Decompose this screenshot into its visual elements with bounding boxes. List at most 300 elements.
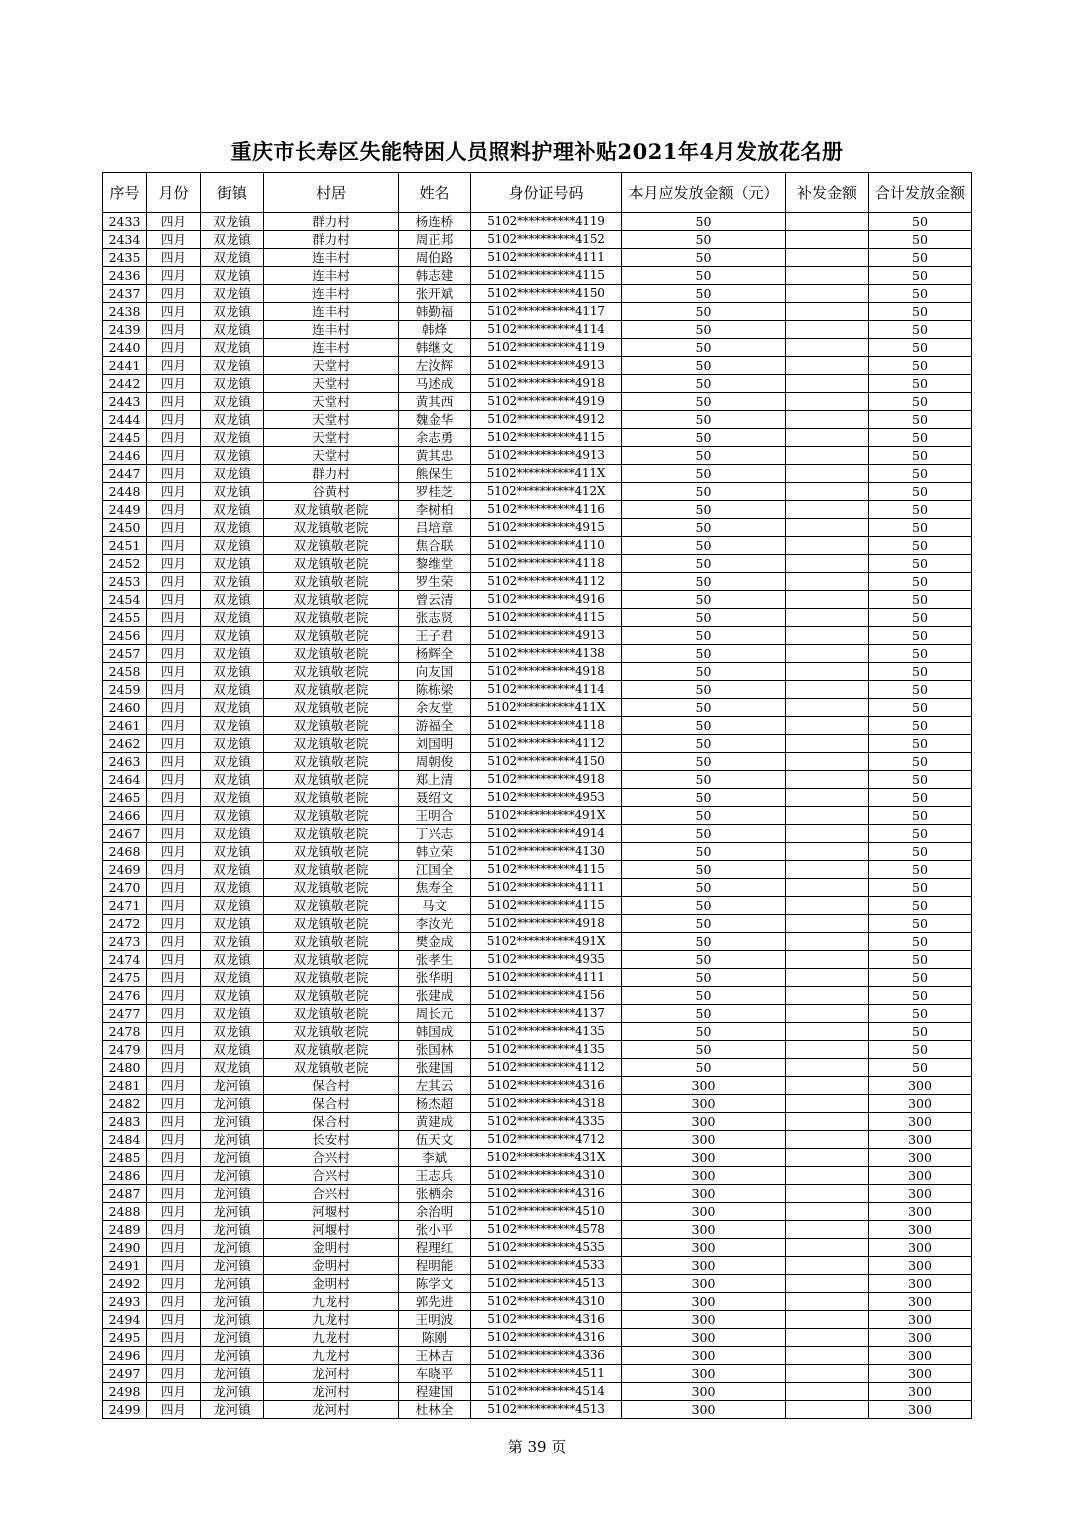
cell-month: 四月 — [147, 699, 201, 717]
cell-seq: 2448 — [103, 483, 147, 501]
cell-seq: 2456 — [103, 627, 147, 645]
cell-supplement-amount — [786, 429, 869, 447]
table-row — [103, 681, 972, 699]
table-row — [103, 933, 972, 951]
cell-month: 四月 — [147, 213, 201, 231]
cell-due-amount: 50 — [622, 213, 786, 231]
cell-name: 韩勤福 — [399, 303, 471, 321]
table-row — [103, 537, 972, 555]
cell-supplement-amount — [786, 393, 869, 411]
cell-id: 5102**********4913 — [471, 627, 622, 645]
cell-total-amount: 50 — [869, 321, 972, 339]
table-row — [103, 1005, 972, 1023]
cell-seq: 2438 — [103, 303, 147, 321]
cell-name: 江国全 — [399, 861, 471, 879]
table-row — [103, 627, 972, 645]
cell-id: 5102**********4918 — [471, 915, 622, 933]
cell-supplement-amount — [786, 951, 869, 969]
table-row — [103, 735, 972, 753]
table-row — [103, 1077, 972, 1095]
cell-village: 双龙镇敬老院 — [264, 555, 399, 573]
cell-village: 双龙镇敬老院 — [264, 519, 399, 537]
cell-town: 双龙镇 — [201, 735, 264, 753]
cell-id: 5102**********4578 — [471, 1221, 622, 1239]
cell-name: 刘国明 — [399, 735, 471, 753]
cell-id: 5102**********4110 — [471, 537, 622, 555]
cell-due-amount: 300 — [622, 1365, 786, 1383]
cell-name: 李斌 — [399, 1149, 471, 1167]
cell-total-amount: 300 — [869, 1383, 972, 1401]
table-row — [103, 915, 972, 933]
table-row — [103, 789, 972, 807]
cell-village: 双龙镇敬老院 — [264, 591, 399, 609]
header-month: 月份 — [147, 173, 201, 213]
cell-due-amount: 50 — [622, 951, 786, 969]
cell-id: 5102**********4111 — [471, 969, 622, 987]
cell-supplement-amount — [786, 699, 869, 717]
cell-month: 四月 — [147, 753, 201, 771]
cell-due-amount: 50 — [622, 231, 786, 249]
cell-supplement-amount — [786, 1077, 869, 1095]
table-row — [103, 1185, 972, 1203]
cell-supplement-amount — [786, 735, 869, 753]
cell-town: 双龙镇 — [201, 447, 264, 465]
cell-total-amount: 300 — [869, 1221, 972, 1239]
cell-month: 四月 — [147, 1095, 201, 1113]
cell-town: 龙河镇 — [201, 1203, 264, 1221]
cell-village: 天堂村 — [264, 393, 399, 411]
cell-town: 双龙镇 — [201, 429, 264, 447]
cell-due-amount: 50 — [622, 645, 786, 663]
cell-month: 四月 — [147, 861, 201, 879]
cell-town: 双龙镇 — [201, 627, 264, 645]
cell-due-amount: 50 — [622, 933, 786, 951]
cell-id: 5102**********4114 — [471, 321, 622, 339]
cell-village: 保合村 — [264, 1095, 399, 1113]
cell-name: 杜林全 — [399, 1401, 471, 1419]
cell-village: 双龙镇敬老院 — [264, 897, 399, 915]
cell-id: 5102**********4111 — [471, 249, 622, 267]
cell-seq: 2477 — [103, 1005, 147, 1023]
cell-due-amount: 50 — [622, 699, 786, 717]
cell-seq: 2440 — [103, 339, 147, 357]
header-id: 身份证号码 — [471, 173, 622, 213]
cell-town: 双龙镇 — [201, 807, 264, 825]
cell-total-amount: 50 — [869, 519, 972, 537]
cell-total-amount: 300 — [869, 1275, 972, 1293]
cell-name: 韩志建 — [399, 267, 471, 285]
table-row — [103, 267, 972, 285]
cell-town: 双龙镇 — [201, 339, 264, 357]
cell-name: 程理红 — [399, 1239, 471, 1257]
cell-town: 双龙镇 — [201, 213, 264, 231]
cell-id: 5102**********4138 — [471, 645, 622, 663]
cell-id: 5102**********4316 — [471, 1329, 622, 1347]
cell-supplement-amount — [786, 285, 869, 303]
cell-month: 四月 — [147, 393, 201, 411]
cell-name: 丁兴志 — [399, 825, 471, 843]
cell-town: 双龙镇 — [201, 879, 264, 897]
cell-id: 5102**********4918 — [471, 663, 622, 681]
cell-village: 龙河村 — [264, 1383, 399, 1401]
cell-month: 四月 — [147, 285, 201, 303]
cell-id: 5102**********4310 — [471, 1167, 622, 1185]
table-row — [103, 951, 972, 969]
cell-town: 龙河镇 — [201, 1131, 264, 1149]
cell-town: 双龙镇 — [201, 375, 264, 393]
cell-town: 双龙镇 — [201, 825, 264, 843]
cell-seq: 2441 — [103, 357, 147, 375]
table-row — [103, 321, 972, 339]
header-supplement-amount: 补发金额 — [786, 173, 869, 213]
cell-month: 四月 — [147, 519, 201, 537]
cell-total-amount: 50 — [869, 555, 972, 573]
cell-name: 程建国 — [399, 1383, 471, 1401]
cell-due-amount: 300 — [622, 1347, 786, 1365]
cell-village: 连丰村 — [264, 303, 399, 321]
table-row — [103, 555, 972, 573]
cell-town: 双龙镇 — [201, 969, 264, 987]
cell-id: 5102**********4115 — [471, 609, 622, 627]
cell-id: 5102**********4919 — [471, 393, 622, 411]
cell-total-amount: 300 — [869, 1203, 972, 1221]
cell-name: 杨杰超 — [399, 1095, 471, 1113]
cell-name: 王子君 — [399, 627, 471, 645]
cell-seq: 2471 — [103, 897, 147, 915]
cell-due-amount: 50 — [622, 1059, 786, 1077]
cell-month: 四月 — [147, 1329, 201, 1347]
table-row — [103, 753, 972, 771]
cell-total-amount: 50 — [869, 879, 972, 897]
cell-id: 5102**********4535 — [471, 1239, 622, 1257]
cell-due-amount: 300 — [622, 1203, 786, 1221]
cell-town: 龙河镇 — [201, 1257, 264, 1275]
cell-seq: 2498 — [103, 1383, 147, 1401]
cell-month: 四月 — [147, 411, 201, 429]
cell-village: 连丰村 — [264, 285, 399, 303]
table-row — [103, 825, 972, 843]
cell-due-amount: 50 — [622, 411, 786, 429]
cell-month: 四月 — [147, 429, 201, 447]
table-row — [103, 1023, 972, 1041]
cell-supplement-amount — [786, 1113, 869, 1131]
cell-seq: 2465 — [103, 789, 147, 807]
cell-due-amount: 50 — [622, 555, 786, 573]
table-row — [103, 249, 972, 267]
cell-name: 樊金成 — [399, 933, 471, 951]
cell-due-amount: 300 — [622, 1239, 786, 1257]
cell-supplement-amount — [786, 1347, 869, 1365]
cell-name: 魏金华 — [399, 411, 471, 429]
cell-month: 四月 — [147, 1275, 201, 1293]
cell-month: 四月 — [147, 951, 201, 969]
cell-month: 四月 — [147, 645, 201, 663]
cell-total-amount: 50 — [869, 987, 972, 1005]
cell-village: 双龙镇敬老院 — [264, 1023, 399, 1041]
cell-seq: 2495 — [103, 1329, 147, 1347]
cell-id: 5102**********4137 — [471, 1005, 622, 1023]
cell-id: 5102**********4310 — [471, 1293, 622, 1311]
cell-seq: 2496 — [103, 1347, 147, 1365]
cell-town: 双龙镇 — [201, 951, 264, 969]
cell-name: 游福全 — [399, 717, 471, 735]
cell-supplement-amount — [786, 537, 869, 555]
cell-due-amount: 300 — [622, 1383, 786, 1401]
cell-village: 九龙村 — [264, 1293, 399, 1311]
cell-seq: 2444 — [103, 411, 147, 429]
cell-town: 双龙镇 — [201, 357, 264, 375]
cell-name: 马述成 — [399, 375, 471, 393]
cell-total-amount: 50 — [869, 1041, 972, 1059]
cell-total-amount: 50 — [869, 1059, 972, 1077]
cell-month: 四月 — [147, 807, 201, 825]
cell-due-amount: 50 — [622, 339, 786, 357]
cell-seq: 2460 — [103, 699, 147, 717]
cell-due-amount: 50 — [622, 375, 786, 393]
cell-town: 龙河镇 — [201, 1347, 264, 1365]
cell-village: 双龙镇敬老院 — [264, 501, 399, 519]
table-row — [103, 1401, 972, 1419]
cell-month: 四月 — [147, 1113, 201, 1131]
cell-month: 四月 — [147, 1077, 201, 1095]
cell-month: 四月 — [147, 1059, 201, 1077]
cell-id: 5102**********4112 — [471, 735, 622, 753]
cell-total-amount: 50 — [869, 933, 972, 951]
cell-seq: 2474 — [103, 951, 147, 969]
cell-id: 5102**********4118 — [471, 555, 622, 573]
cell-total-amount: 50 — [869, 843, 972, 861]
cell-month: 四月 — [147, 1149, 201, 1167]
cell-month: 四月 — [147, 249, 201, 267]
cell-town: 双龙镇 — [201, 609, 264, 627]
cell-id: 5102**********4115 — [471, 267, 622, 285]
cell-village: 金明村 — [264, 1275, 399, 1293]
cell-seq: 2451 — [103, 537, 147, 555]
cell-seq: 2442 — [103, 375, 147, 393]
cell-village: 双龙镇敬老院 — [264, 753, 399, 771]
header-village: 村居 — [264, 173, 399, 213]
cell-id: 5102**********4514 — [471, 1383, 622, 1401]
cell-village: 双龙镇敬老院 — [264, 699, 399, 717]
table-row — [103, 1149, 972, 1167]
cell-village: 双龙镇敬老院 — [264, 609, 399, 627]
cell-name: 周长元 — [399, 1005, 471, 1023]
cell-id: 5102**********4513 — [471, 1401, 622, 1419]
cell-total-amount: 50 — [869, 267, 972, 285]
cell-total-amount: 300 — [869, 1167, 972, 1185]
cell-seq: 2436 — [103, 267, 147, 285]
cell-seq: 2443 — [103, 393, 147, 411]
cell-supplement-amount — [786, 267, 869, 285]
cell-id: 5102**********4130 — [471, 843, 622, 861]
cell-supplement-amount — [786, 897, 869, 915]
cell-seq: 2485 — [103, 1149, 147, 1167]
cell-village: 双龙镇敬老院 — [264, 1041, 399, 1059]
cell-due-amount: 50 — [622, 807, 786, 825]
cell-due-amount: 50 — [622, 465, 786, 483]
cell-supplement-amount — [786, 627, 869, 645]
cell-town: 龙河镇 — [201, 1311, 264, 1329]
cell-town: 双龙镇 — [201, 861, 264, 879]
cell-supplement-amount — [786, 375, 869, 393]
cell-name: 韩立荣 — [399, 843, 471, 861]
cell-town: 双龙镇 — [201, 555, 264, 573]
cell-due-amount: 300 — [622, 1275, 786, 1293]
cell-total-amount: 50 — [869, 897, 972, 915]
cell-town: 龙河镇 — [201, 1239, 264, 1257]
cell-town: 龙河镇 — [201, 1293, 264, 1311]
table-row — [103, 843, 972, 861]
cell-due-amount: 300 — [622, 1311, 786, 1329]
cell-village: 双龙镇敬老院 — [264, 1005, 399, 1023]
cell-seq: 2446 — [103, 447, 147, 465]
cell-total-amount: 50 — [869, 213, 972, 231]
table-row — [103, 447, 972, 465]
header-town: 街镇 — [201, 173, 264, 213]
cell-due-amount: 300 — [622, 1293, 786, 1311]
cell-due-amount: 300 — [622, 1401, 786, 1419]
cell-month: 四月 — [147, 1167, 201, 1185]
table-row — [103, 1257, 972, 1275]
cell-name: 周朝俊 — [399, 753, 471, 771]
cell-month: 四月 — [147, 339, 201, 357]
cell-town: 双龙镇 — [201, 789, 264, 807]
cell-month: 四月 — [147, 1023, 201, 1041]
cell-supplement-amount — [786, 1203, 869, 1221]
cell-name: 马文 — [399, 897, 471, 915]
cell-supplement-amount — [786, 1059, 869, 1077]
table-row — [103, 969, 972, 987]
cell-id: 5102**********4712 — [471, 1131, 622, 1149]
cell-seq: 2455 — [103, 609, 147, 627]
cell-village: 河堰村 — [264, 1203, 399, 1221]
cell-month: 四月 — [147, 771, 201, 789]
cell-month: 四月 — [147, 681, 201, 699]
cell-name: 王明波 — [399, 1311, 471, 1329]
cell-total-amount: 50 — [869, 429, 972, 447]
cell-supplement-amount — [786, 519, 869, 537]
cell-seq: 2450 — [103, 519, 147, 537]
cell-due-amount: 50 — [622, 825, 786, 843]
cell-due-amount: 300 — [622, 1167, 786, 1185]
cell-total-amount: 300 — [869, 1077, 972, 1095]
cell-village: 龙河村 — [264, 1365, 399, 1383]
cell-supplement-amount — [786, 807, 869, 825]
cell-month: 四月 — [147, 609, 201, 627]
cell-name: 张志贤 — [399, 609, 471, 627]
cell-name: 张建成 — [399, 987, 471, 1005]
cell-total-amount: 50 — [869, 825, 972, 843]
cell-id: 5102**********4318 — [471, 1095, 622, 1113]
cell-month: 四月 — [147, 1257, 201, 1275]
table-row — [103, 897, 972, 915]
cell-seq: 2497 — [103, 1365, 147, 1383]
cell-supplement-amount — [786, 933, 869, 951]
cell-seq: 2487 — [103, 1185, 147, 1203]
cell-name: 黎维堂 — [399, 555, 471, 573]
cell-total-amount: 300 — [869, 1185, 972, 1203]
cell-name: 曾云清 — [399, 591, 471, 609]
cell-village: 天堂村 — [264, 375, 399, 393]
cell-village: 双龙镇敬老院 — [264, 663, 399, 681]
cell-name: 周伯路 — [399, 249, 471, 267]
cell-supplement-amount — [786, 573, 869, 591]
cell-supplement-amount — [786, 645, 869, 663]
table-row — [103, 411, 972, 429]
cell-seq: 2449 — [103, 501, 147, 519]
cell-name: 张开斌 — [399, 285, 471, 303]
cell-month: 四月 — [147, 1311, 201, 1329]
cell-id: 5102**********4913 — [471, 357, 622, 375]
cell-month: 四月 — [147, 897, 201, 915]
cell-due-amount: 50 — [622, 429, 786, 447]
table-row — [103, 861, 972, 879]
table-row — [103, 1365, 972, 1383]
table-row — [103, 1095, 972, 1113]
cell-village: 双龙镇敬老院 — [264, 825, 399, 843]
cell-due-amount: 50 — [622, 573, 786, 591]
table-row — [103, 879, 972, 897]
cell-due-amount: 50 — [622, 321, 786, 339]
cell-due-amount: 50 — [622, 627, 786, 645]
cell-month: 四月 — [147, 915, 201, 933]
cell-seq: 2480 — [103, 1059, 147, 1077]
cell-town: 龙河镇 — [201, 1383, 264, 1401]
cell-id: 5102**********411X — [471, 465, 622, 483]
cell-village: 双龙镇敬老院 — [264, 807, 399, 825]
cell-id: 5102**********4135 — [471, 1041, 622, 1059]
table-row — [103, 1311, 972, 1329]
cell-month: 四月 — [147, 789, 201, 807]
cell-name: 陈栋梁 — [399, 681, 471, 699]
cell-village: 金明村 — [264, 1239, 399, 1257]
cell-id: 5102**********4914 — [471, 825, 622, 843]
cell-name: 余志勇 — [399, 429, 471, 447]
cell-village: 双龙镇敬老院 — [264, 735, 399, 753]
cell-id: 5102**********4935 — [471, 951, 622, 969]
cell-month: 四月 — [147, 1005, 201, 1023]
cell-due-amount: 50 — [622, 519, 786, 537]
cell-name: 张栖余 — [399, 1185, 471, 1203]
cell-total-amount: 50 — [869, 645, 972, 663]
cell-due-amount: 50 — [622, 879, 786, 897]
table-row — [103, 1041, 972, 1059]
cell-village: 天堂村 — [264, 429, 399, 447]
table-row — [103, 771, 972, 789]
cell-month: 四月 — [147, 267, 201, 285]
cell-due-amount: 50 — [622, 789, 786, 807]
cell-seq: 2479 — [103, 1041, 147, 1059]
cell-supplement-amount — [786, 501, 869, 519]
table-row — [103, 1131, 972, 1149]
cell-seq: 2433 — [103, 213, 147, 231]
cell-id: 5102**********412X — [471, 483, 622, 501]
cell-total-amount: 300 — [869, 1401, 972, 1419]
cell-seq: 2437 — [103, 285, 147, 303]
cell-id: 5102**********4116 — [471, 501, 622, 519]
cell-name: 罗桂芝 — [399, 483, 471, 501]
table-row — [103, 1221, 972, 1239]
cell-village: 双龙镇敬老院 — [264, 789, 399, 807]
cell-id: 5102**********4150 — [471, 285, 622, 303]
cell-supplement-amount — [786, 1149, 869, 1167]
cell-due-amount: 50 — [622, 735, 786, 753]
cell-supplement-amount — [786, 969, 869, 987]
cell-total-amount: 50 — [869, 339, 972, 357]
cell-seq: 2462 — [103, 735, 147, 753]
cell-town: 龙河镇 — [201, 1329, 264, 1347]
cell-town: 双龙镇 — [201, 537, 264, 555]
